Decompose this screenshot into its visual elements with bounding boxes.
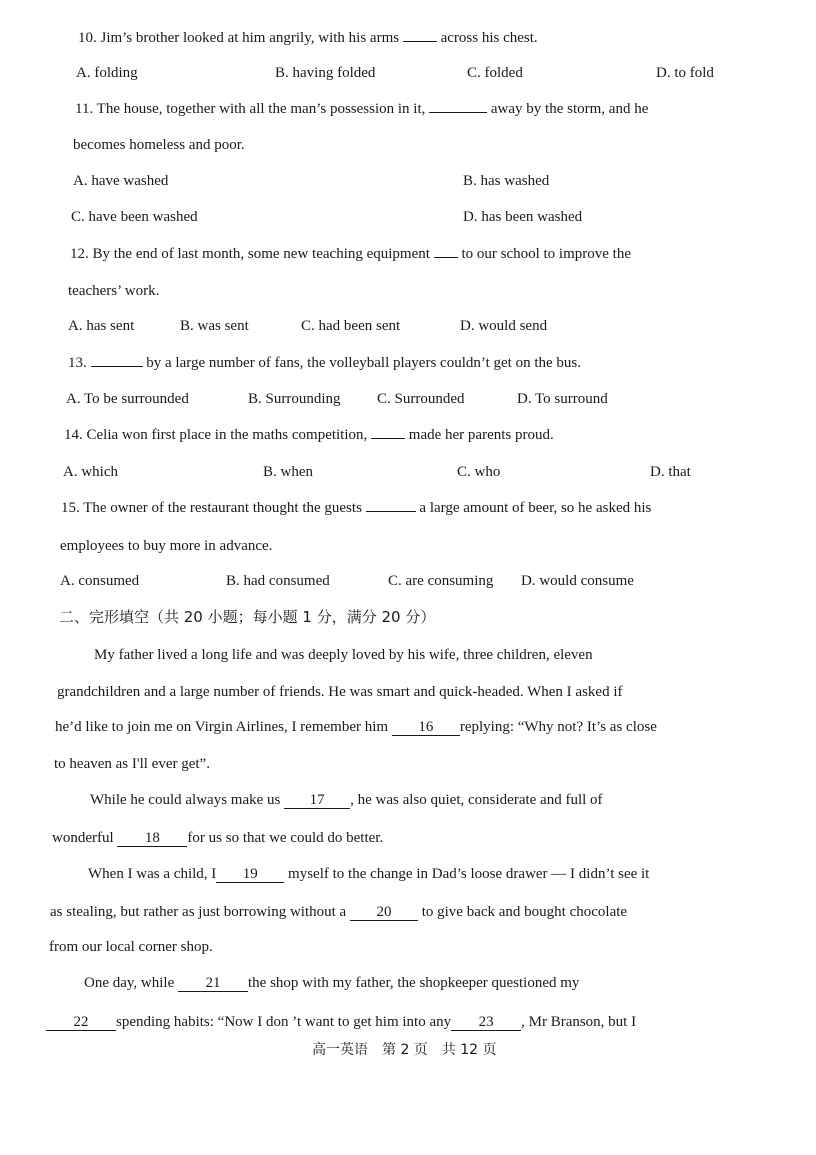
option-c: C. have been washed: [71, 209, 198, 225]
question-text-continued: employees to buy more in advance.: [60, 538, 273, 554]
option-c: C. are consuming: [388, 573, 494, 589]
passage-text: While he could always make us: [90, 792, 285, 808]
question-text: a large amount of beer, so he asked his: [415, 500, 652, 516]
passage-text: myself to the change in Dad’s loose drawer — I didn’t see it: [284, 866, 650, 882]
option-d: D. would send: [460, 318, 548, 334]
passage-text: as stealing, but rather as just borrowing without a: [50, 904, 350, 920]
question-10: [78, 28, 538, 48]
option-c: C. had been sent: [301, 318, 401, 334]
question-12: [70, 244, 631, 264]
passage-line: [90, 790, 603, 810]
passage-text: spending habits: “Now I don ’t want to get him into any: [116, 1014, 452, 1030]
blank-19: 19: [216, 866, 284, 883]
option-a: A. has sent: [68, 318, 135, 334]
option-a: A. have washed: [73, 173, 169, 189]
option-a: A. which: [63, 464, 118, 480]
passage-line: [46, 1012, 636, 1032]
passage-line: to heaven as I'll ever get”.: [54, 756, 210, 772]
question-13: [68, 353, 581, 373]
option-d: D. that: [650, 464, 691, 480]
question-14: [64, 425, 554, 445]
passage-line: [52, 828, 383, 848]
passage-text: One day, while: [84, 975, 178, 991]
question-text: to our school to improve the: [457, 246, 631, 262]
option-b: B. had consumed: [226, 573, 330, 589]
question-text-continued: becomes homeless and poor.: [73, 137, 245, 153]
passage-line: My father lived a long life and was deeply loved by his wife, three children, eleven: [94, 647, 593, 663]
question-text: away by the storm, and he: [487, 101, 649, 117]
passage-line: grandchildren and a large number of friends. He was smart and quick-headed. When I asked if: [57, 684, 623, 700]
option-b: B. has washed: [463, 173, 550, 189]
page-footer: 高一英语 第 2 页 共 12 页: [312, 1042, 497, 1058]
option-d: D. has been washed: [463, 209, 583, 225]
section-title: 二、完形填空（共 20 小题；每小题 1 分，满分 20 分）: [59, 608, 436, 626]
question-text: 11. The house, together with all the man’s possession in it,: [75, 101, 430, 117]
question-text: 14. Celia won first place in the maths competition,: [64, 427, 372, 443]
answer-blank: [434, 257, 458, 258]
question-text-continued: teachers’ work.: [68, 283, 160, 299]
blank-17: 17: [284, 792, 350, 809]
passage-text: , Mr Branson, but I: [521, 1014, 637, 1030]
blank-23: 23: [451, 1014, 521, 1031]
question-11: [75, 99, 648, 119]
passage-text: , he was also quiet, considerate and full of: [350, 792, 603, 808]
passage-line: [88, 864, 649, 884]
answer-blank: [371, 438, 405, 439]
passage-line: [55, 717, 657, 737]
option-d: D. to fold: [656, 65, 714, 81]
passage-line: [84, 973, 579, 993]
passage-text: to give back and bought chocolate: [417, 904, 628, 920]
option-b: B. Surrounding: [248, 391, 341, 407]
question-text: by a large number of fans, the volleyball players couldn’t get on the bus.: [142, 355, 582, 371]
option-a: A. consumed: [60, 573, 140, 589]
option-c: C. folded: [467, 65, 523, 81]
passage-line: from our local corner shop.: [49, 939, 213, 955]
question-text: 13.: [68, 355, 91, 371]
option-b: B. when: [263, 464, 313, 480]
question-15: [61, 498, 651, 518]
option-b: B. having folded: [275, 65, 376, 81]
option-c: C. who: [457, 464, 501, 480]
blank-21: 21: [178, 975, 248, 992]
question-text: made her parents proud.: [405, 427, 554, 443]
passage-text: replying: “Why not? It’s as close: [459, 719, 657, 735]
option-b: B. was sent: [180, 318, 249, 334]
question-text: 15. The owner of the restaurant thought the guests: [61, 500, 366, 516]
question-text: 10. Jim’s brother looked at him angrily, with his arms: [78, 30, 403, 46]
question-text: 12. By the end of last month, some new teaching equipment: [70, 246, 434, 262]
passage-text: he’d like to join me on Virgin Airlines, I remember him: [55, 719, 392, 735]
option-d: D. To surround: [517, 391, 608, 407]
passage-text: the shop with my father, the shopkeeper questioned my: [248, 975, 580, 991]
blank-20: 20: [350, 904, 418, 921]
blank-16: 16: [392, 719, 460, 736]
option-a: A. folding: [76, 65, 138, 81]
option-c: C. Surrounded: [377, 391, 465, 407]
passage-line: [50, 902, 627, 922]
answer-blank: [403, 41, 437, 42]
answer-blank: [429, 112, 487, 113]
answer-blank: [91, 366, 143, 367]
answer-blank: [366, 511, 416, 512]
blank-22: 22: [46, 1014, 116, 1031]
option-a: A. To be surrounded: [66, 391, 189, 407]
passage-text: for us so that we could do better.: [187, 830, 384, 846]
blank-18: 18: [117, 830, 187, 847]
passage-text: wonderful: [52, 830, 118, 846]
passage-text: When I was a child, I: [88, 866, 217, 882]
option-d: D. would consume: [521, 573, 634, 589]
question-text: across his chest.: [436, 30, 538, 46]
